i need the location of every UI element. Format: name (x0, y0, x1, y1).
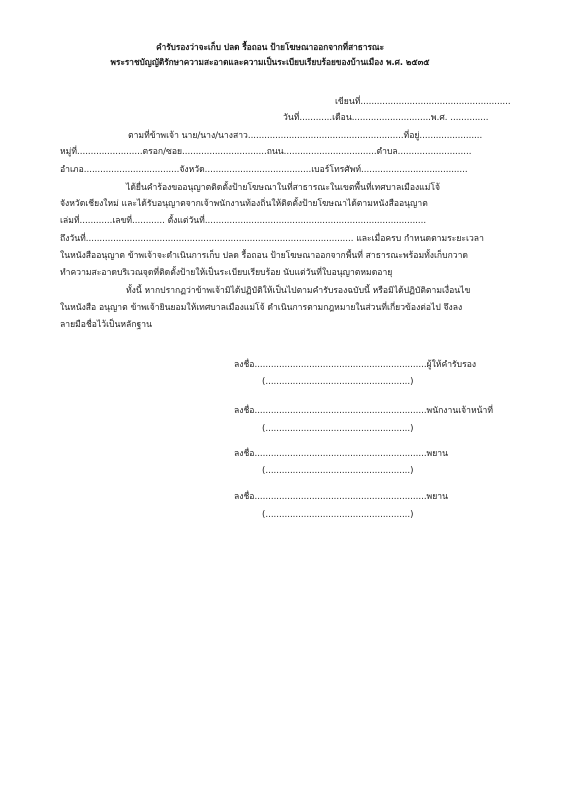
para1-line-4: ถึงวันที่.................................................................................................. และเมื่อครบ กำหนดตามระยะเวลา (60, 234, 484, 244)
para1-line-2: จังหวัดเชียงใหม่ และได้รับอนุญาตจากเจ้าพนักงานท้องถิ่นให้ติดตั้งป้ายโฆษณาได้ตามหนังสืออนุญาต (60, 199, 428, 209)
written-at-line: เขียนที่....................................................... (335, 97, 511, 107)
para2-line-2: ในหนังสือ อนุญาต ข้าพเจ้ายินยอมให้เทศบาลเมืองแม่โจ้ ดำเนินการตามกฎหมายในส่วนที่เกี่ยวข้องต่อไป จึงลง (60, 303, 463, 313)
para2-line-1: ทั้งนี้ หากปรากฏว่าข้าพเจ้ามิได้ปฏิบัติให้เป็นไปตามคำรับรองฉบับนี้ หรือมิได้ปฏิบัติตามเงื่อนไข (126, 286, 471, 296)
signature-officer: ลงชื่อ...............................................................พนักงานเจ้าหน้าที่ (234, 406, 494, 416)
title-line-2: พระราชบัญญัติรักษาความสะอาดและความเป็นระเบียบเรียบร้อยของบ้านเมือง พ.ศ. ๒๕๓๕ (110, 58, 430, 68)
signature-witness-1-name: (.....................................................) (262, 466, 414, 476)
title-line-1: คำรับรองว่าจะเก็บ ปลด รื้อถอน ป้ายโฆษณาออกจากที่สาธารณะ (156, 43, 385, 53)
district-line: อำเภอ...................................จังหวัด.......................................เบอร์โทรศัพท์....................................... (60, 165, 468, 175)
signature-witness-1: ลงชื่อ...............................................................พยาน (234, 449, 448, 459)
para1-line-3: เล่มที่............เลขที่............ ตั้งแต่วันที่................................................................................. (60, 216, 427, 226)
para2-line-3: ลายมือชื่อไว้เป็นหลักฐาน (60, 320, 152, 330)
para1-line-6: ทำความสะอาดบริเวณจุดที่ติดตั้งป้ายให้เป็นระเบียบเรียบร้อย นับแต่วันที่ใบอนุญาตหมดอายุ (60, 268, 393, 278)
signature-officer-name: (.....................................................) (262, 424, 414, 434)
signature-declarant-name: (.....................................................) (262, 377, 414, 387)
signature-witness-2-name: (.....................................................) (262, 510, 414, 520)
date-line: วันที่............เดือน.............................พ.ศ. .............. (283, 113, 489, 123)
declarant-line: ตามที่ข้าพเจ้า นาย/นาง/นางสาว.........................................................ที่อยู่....................... (128, 131, 483, 141)
para1-line-5: ในหนังสืออนุญาต ข้าพเจ้าจะดำเนินการเก็บ ปลด รื้อถอน ป้ายโฆษณาออกจากพื้นที่ สาธารณะพร้อมทั้งเก็บกวาด (60, 251, 469, 261)
address-line: หมู่ที่........................ตรอก/ซอย...............................ถนน..................................ตำบล........................... (60, 147, 472, 157)
signature-witness-2: ลงชื่อ...............................................................พยาน (234, 492, 448, 502)
para1-line-1: ได้ยื่นคำร้องขออนุญาตติดตั้งป้ายโฆษณาในที่สาธารณะในเขตพื้นที่เทศบาลเมืองแม่โจ้ (126, 183, 441, 193)
signature-declarant: ลงชื่อ...............................................................ผู้ให้คำรับรอง (234, 360, 477, 370)
